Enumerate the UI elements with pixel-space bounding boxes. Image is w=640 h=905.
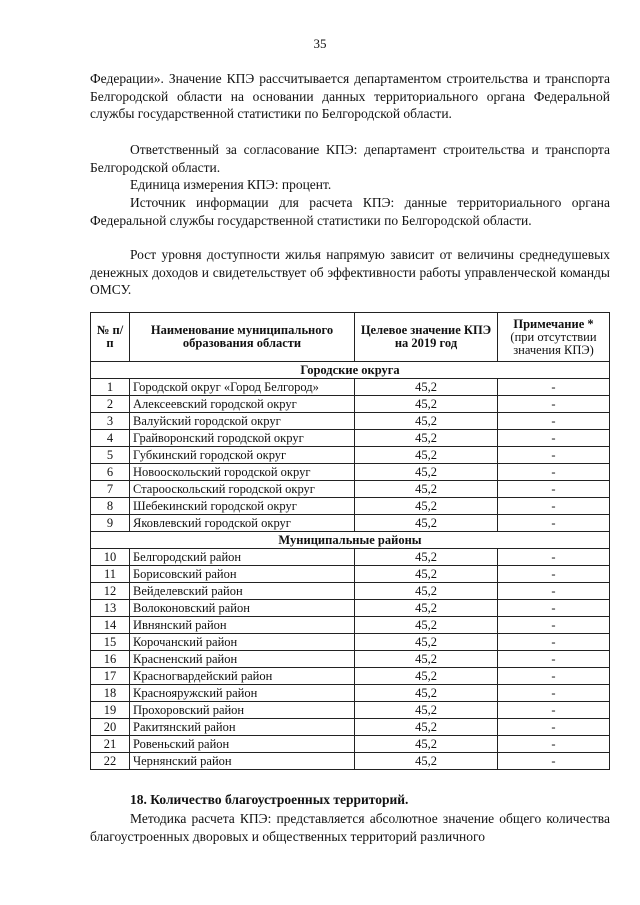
cell-note: - xyxy=(498,566,610,583)
cell-note: - xyxy=(498,702,610,719)
cell-name: Грайворонский городской округ xyxy=(130,430,355,447)
cell-note: - xyxy=(498,651,610,668)
table-row xyxy=(91,634,610,651)
table-row xyxy=(91,549,610,566)
page-number: 35 xyxy=(313,36,327,51)
cell-num: 4 xyxy=(91,430,130,447)
paragraph-section-18: Методика расчета КПЭ: представляется абсолютное значение общего количества благоустроенных дворовых и общественных территорий различного xyxy=(90,811,610,844)
cell-note: - xyxy=(498,753,610,770)
paragraph-kpe-calculation: Федерации». Значение КПЭ рассчитывается департаментом строительства и транспорта Белгородской области на основании данных территориального органа Федеральной службы государственной статистики по Белгородской области. xyxy=(90,71,610,121)
cell-note: - xyxy=(498,617,610,634)
cell-name: Волоконовский район xyxy=(130,600,355,617)
cell-num: 20 xyxy=(91,719,130,736)
cell-num: 8 xyxy=(91,498,130,515)
cell-note: - xyxy=(498,515,610,532)
cell-num: 19 xyxy=(91,702,130,719)
table-row xyxy=(91,413,610,430)
table-row xyxy=(91,379,610,396)
section-18-title: 18. Количество благоустроенных территорий. xyxy=(130,792,409,807)
cell-num: 9 xyxy=(91,515,130,532)
table-row xyxy=(91,617,610,634)
table-row xyxy=(91,464,610,481)
cell-name: Ракитянский район xyxy=(130,719,355,736)
cell-name: Новооскольский городской округ xyxy=(130,464,355,481)
cell-note: - xyxy=(498,549,610,566)
header-note xyxy=(498,313,610,362)
header-note-sub: (при отсутствии значения КПЭ) xyxy=(510,329,597,357)
cell-name: Шебекинский городской округ xyxy=(130,498,355,515)
section-label-urban: Городские округа xyxy=(91,362,610,379)
cell-note: - xyxy=(498,413,610,430)
cell-num: 22 xyxy=(91,753,130,770)
cell-note: - xyxy=(498,498,610,515)
cell-name: Чернянский район xyxy=(130,753,355,770)
cell-num: 5 xyxy=(91,447,130,464)
kpe-table xyxy=(90,312,610,770)
cell-num: 14 xyxy=(91,617,130,634)
cell-value: 45,2 xyxy=(355,719,498,736)
cell-note: - xyxy=(498,464,610,481)
cell-value: 45,2 xyxy=(355,668,498,685)
table-row xyxy=(91,651,610,668)
table-row xyxy=(91,396,610,413)
cell-note: - xyxy=(498,736,610,753)
cell-num: 6 xyxy=(91,464,130,481)
paragraph-responsible: Ответственный за согласование КПЭ: департамент строительства и транспорта Белгородской области. xyxy=(90,142,610,175)
cell-note: - xyxy=(498,685,610,702)
cell-name: Красненский район xyxy=(130,651,355,668)
header-num: № п/п xyxy=(91,313,130,362)
cell-note: - xyxy=(498,600,610,617)
cell-value: 45,2 xyxy=(355,396,498,413)
cell-value: 45,2 xyxy=(355,549,498,566)
cell-name: Вейделевский район xyxy=(130,583,355,600)
cell-value: 45,2 xyxy=(355,736,498,753)
table-row xyxy=(91,719,610,736)
cell-name: Алексеевский городской округ xyxy=(130,396,355,413)
cell-name: Красногвардейский район xyxy=(130,668,355,685)
cell-value: 45,2 xyxy=(355,464,498,481)
cell-num: 12 xyxy=(91,583,130,600)
cell-name: Ровеньский район xyxy=(130,736,355,753)
cell-value: 45,2 xyxy=(355,481,498,498)
cell-name: Ивнянский район xyxy=(130,617,355,634)
table-row xyxy=(91,736,610,753)
cell-value: 45,2 xyxy=(355,498,498,515)
cell-num: 15 xyxy=(91,634,130,651)
cell-value: 45,2 xyxy=(355,617,498,634)
cell-num: 7 xyxy=(91,481,130,498)
table-row xyxy=(91,668,610,685)
cell-note: - xyxy=(498,379,610,396)
table-row xyxy=(91,498,610,515)
cell-name: Прохоровский район xyxy=(130,702,355,719)
table-row xyxy=(91,515,610,532)
table-header-row xyxy=(91,313,610,362)
table-row xyxy=(91,583,610,600)
cell-value: 45,2 xyxy=(355,600,498,617)
table-row xyxy=(91,753,610,770)
table-row xyxy=(91,430,610,447)
section-label-districts: Муниципальные районы xyxy=(91,532,610,549)
cell-value: 45,2 xyxy=(355,685,498,702)
paragraph-unit: Единица измерения КПЭ: процент. xyxy=(130,177,332,192)
cell-value: 45,2 xyxy=(355,702,498,719)
cell-name: Белгородский район xyxy=(130,549,355,566)
cell-num: 13 xyxy=(91,600,130,617)
header-name: Наименование муниципального образования области xyxy=(130,313,355,362)
table-row xyxy=(91,566,610,583)
paragraph-growth: Рост уровня доступности жилья напрямую зависит от величины среднедушевых денежных доходов и свидетельствует об эффективности работы управленческой команды ОМСУ. xyxy=(90,247,610,297)
cell-note: - xyxy=(498,583,610,600)
cell-value: 45,2 xyxy=(355,447,498,464)
cell-note: - xyxy=(498,719,610,736)
cell-value: 45,2 xyxy=(355,634,498,651)
cell-num: 16 xyxy=(91,651,130,668)
table-row xyxy=(91,600,610,617)
cell-name: Борисовский район xyxy=(130,566,355,583)
cell-num: 3 xyxy=(91,413,130,430)
cell-note: - xyxy=(498,668,610,685)
cell-note: - xyxy=(498,430,610,447)
cell-value: 45,2 xyxy=(355,515,498,532)
cell-num: 18 xyxy=(91,685,130,702)
table-row xyxy=(91,481,610,498)
table-row xyxy=(91,685,610,702)
cell-value: 45,2 xyxy=(355,753,498,770)
cell-name: Городской округ «Город Белгород» xyxy=(130,379,355,396)
cell-value: 45,2 xyxy=(355,379,498,396)
cell-note: - xyxy=(498,396,610,413)
cell-num: 21 xyxy=(91,736,130,753)
cell-num: 17 xyxy=(91,668,130,685)
cell-value: 45,2 xyxy=(355,583,498,600)
cell-num: 1 xyxy=(91,379,130,396)
cell-name: Валуйский городской округ xyxy=(130,413,355,430)
cell-name: Яковлевский городской округ xyxy=(130,515,355,532)
cell-num: 10 xyxy=(91,549,130,566)
cell-value: 45,2 xyxy=(355,413,498,430)
cell-value: 45,2 xyxy=(355,651,498,668)
section-row-districts xyxy=(91,532,610,549)
cell-num: 2 xyxy=(91,396,130,413)
paragraph-source: Источник информации для расчета КПЭ: данные территориального органа Федеральной службы государственной статистики по Белгородской области. xyxy=(90,195,610,228)
cell-num: 11 xyxy=(91,566,130,583)
header-value: Целевое значение КПЭ на 2019 год xyxy=(355,313,498,362)
cell-name: Краснояружский район xyxy=(130,685,355,702)
cell-name: Старооскольский городской округ xyxy=(130,481,355,498)
table-row xyxy=(91,447,610,464)
section-row-urban xyxy=(91,362,610,379)
cell-note: - xyxy=(498,447,610,464)
cell-note: - xyxy=(498,481,610,498)
header-note-title: Примечание * xyxy=(513,316,594,331)
cell-value: 45,2 xyxy=(355,566,498,583)
cell-value: 45,2 xyxy=(355,430,498,447)
table-row xyxy=(91,702,610,719)
cell-name: Губкинский городской округ xyxy=(130,447,355,464)
cell-note: - xyxy=(498,634,610,651)
cell-name: Корочанский район xyxy=(130,634,355,651)
